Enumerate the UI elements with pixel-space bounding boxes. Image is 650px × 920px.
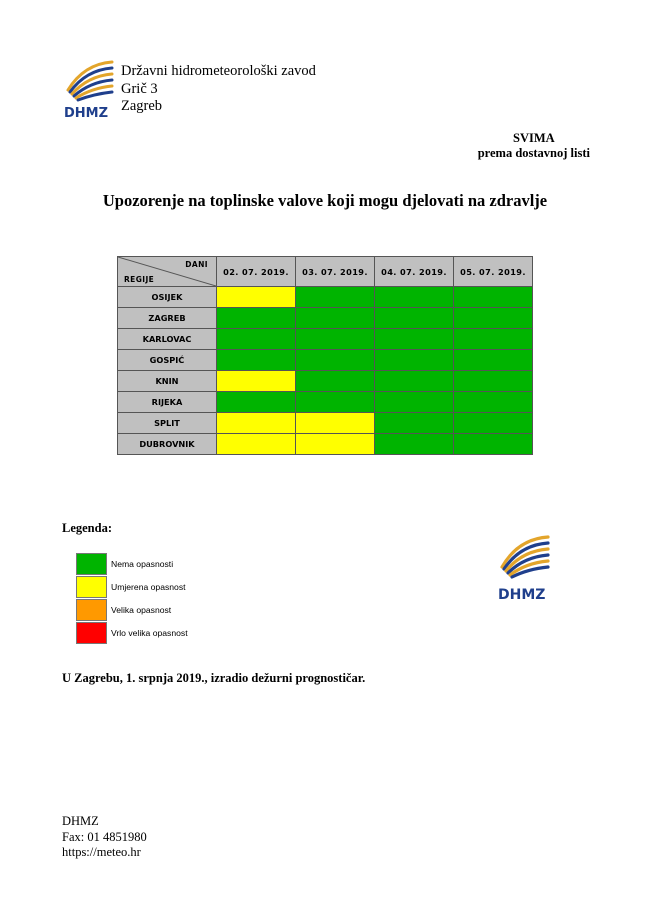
warning-level-cell: [296, 287, 375, 308]
table-corner-cell: [118, 257, 217, 287]
warning-level-cell: [375, 434, 454, 455]
warning-level-cell: [454, 287, 533, 308]
warning-level-cell: [375, 371, 454, 392]
warning-level-cell: [217, 413, 296, 434]
warning-level-cell: [217, 371, 296, 392]
signature-line: U Zagrebu, 1. srpnja 2019., izradio dežurni prognostičar.: [62, 671, 366, 685]
date-header: 02. 07. 2019.: [217, 257, 296, 287]
warning-level-cell: [454, 308, 533, 329]
date-header: 05. 07. 2019.: [454, 257, 533, 287]
legend-label: Nema opasnosti: [111, 558, 174, 569]
dhmz-logo: [62, 60, 118, 120]
legend: [76, 552, 188, 644]
legend-title: Legenda:: [62, 521, 112, 535]
footer-fax: Fax: 01 4851980: [62, 829, 147, 844]
warning-level-cell: [375, 350, 454, 371]
legend-swatch: [76, 599, 107, 621]
recipient-line2: prema dostavnoj listi: [477, 146, 590, 160]
warning-level-cell: [296, 371, 375, 392]
legend-item: [76, 575, 188, 598]
warning-level-cell: [296, 329, 375, 350]
organization-address: [121, 63, 316, 116]
table-row: [118, 287, 533, 308]
warning-level-cell: [217, 329, 296, 350]
logo-text-secondary: DHMZ: [498, 587, 546, 603]
table-row: [118, 434, 533, 455]
warning-level-cell: [454, 371, 533, 392]
legend-item: [76, 552, 188, 575]
warning-level-cell: [375, 413, 454, 434]
legend-label: Velika opasnost: [111, 604, 172, 615]
region-name: RIJEKA: [118, 392, 217, 413]
date-header: 04. 07. 2019.: [375, 257, 454, 287]
warning-level-cell: [375, 287, 454, 308]
logo-text: DHMZ: [64, 106, 109, 120]
warning-level-cell: [454, 434, 533, 455]
legend-swatch: [76, 553, 107, 575]
org-street: Grič 3: [121, 80, 158, 97]
dhmz-logo-graphic: [62, 60, 118, 120]
warning-level-cell: [296, 413, 375, 434]
warning-table: [117, 256, 533, 455]
footer-web: https://meteo.hr: [62, 845, 141, 859]
table-row: [118, 392, 533, 413]
corner-label-regions: REGIJE: [124, 275, 155, 284]
legend-label: Umjerena opasnost: [111, 581, 186, 592]
warning-level-cell: [296, 434, 375, 455]
region-name: KNIN: [118, 371, 217, 392]
region-name: ZAGREB: [118, 308, 217, 329]
table-row: [118, 350, 533, 371]
warning-level-cell: [217, 287, 296, 308]
recipient-line1: SVIMA: [513, 131, 555, 145]
warning-level-cell: [217, 350, 296, 371]
warning-level-cell: [454, 392, 533, 413]
legend-label: Vrlo velika opasnost: [111, 627, 188, 638]
region-name: SPLIT: [118, 413, 217, 434]
table-row: [118, 371, 533, 392]
region-name: KARLOVAC: [118, 329, 217, 350]
org-city: Zagreb: [121, 98, 163, 114]
legend-swatch: [76, 576, 107, 598]
footer: [62, 814, 147, 861]
recipient-block: [478, 131, 590, 161]
region-name: DUBROVNIK: [118, 434, 217, 455]
document-title: Upozorenje na toplinske valove koji mogu djelovati na zdravlje: [102, 191, 548, 210]
footer-name: DHMZ: [62, 814, 99, 828]
table-header-row: [118, 257, 533, 287]
legend-item: [76, 598, 188, 621]
table-row: [118, 329, 533, 350]
region-name: OSIJEK: [118, 287, 217, 308]
warning-level-cell: [375, 308, 454, 329]
warning-level-cell: [217, 308, 296, 329]
warning-level-cell: [217, 392, 296, 413]
dhmz-logo-secondary: [494, 535, 554, 603]
warning-level-cell: [454, 329, 533, 350]
legend-item: [76, 621, 188, 644]
corner-label-days: DANI: [185, 260, 208, 269]
date-header: 03. 07. 2019.: [296, 257, 375, 287]
legend-swatch: [76, 622, 107, 644]
warning-level-cell: [217, 434, 296, 455]
region-name: GOSPIĆ: [118, 350, 217, 371]
warning-level-cell: [375, 392, 454, 413]
org-name: Državni hidrometeorološki zavod: [121, 63, 316, 79]
warning-level-cell: [296, 392, 375, 413]
warning-level-cell: [375, 329, 454, 350]
warning-level-cell: [454, 350, 533, 371]
warning-level-cell: [296, 308, 375, 329]
dhmz-logo-secondary-graphic: [494, 535, 554, 603]
table-row: [118, 308, 533, 329]
warning-level-cell: [296, 350, 375, 371]
warning-level-cell: [454, 413, 533, 434]
table-row: [118, 413, 533, 434]
